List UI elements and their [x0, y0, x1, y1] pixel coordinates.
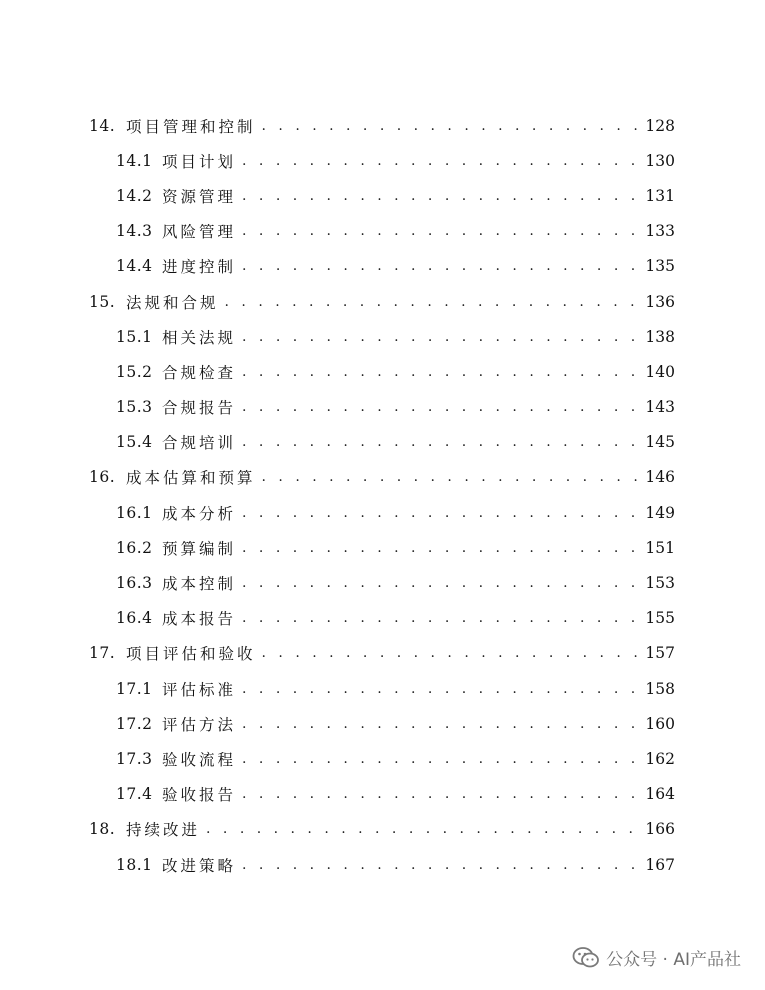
toc-entry-page-number: 138 — [645, 327, 675, 346]
toc-entry-title: 验收流程 — [162, 750, 237, 769]
toc-entry-page-number: 136 — [645, 292, 675, 311]
dot-leader — [262, 645, 641, 661]
wechat-icon — [572, 946, 600, 970]
toc-entry-number: 15.2 — [116, 362, 153, 381]
dot-leader — [242, 223, 641, 239]
toc-entry-page-number: 131 — [645, 186, 675, 205]
toc-entry-title: 预算编制 — [162, 539, 237, 558]
toc-entry-page-number: 135 — [645, 257, 675, 276]
toc-section-entry[interactable] — [0, 601, 765, 636]
dot-leader — [242, 364, 641, 380]
toc-entry-number: 16.1 — [116, 503, 153, 522]
toc-entry-page-number: 151 — [645, 538, 675, 557]
dot-leader — [242, 681, 641, 697]
toc-entry-page-number: 158 — [645, 679, 675, 698]
toc-section-entry[interactable] — [0, 214, 765, 249]
toc-entry-page-number: 157 — [645, 644, 675, 663]
toc-chapter-entry[interactable] — [0, 812, 765, 847]
toc-entry-number: 15. — [89, 292, 116, 311]
dot-leader — [242, 751, 641, 767]
dot-leader — [242, 329, 641, 345]
toc-section-entry[interactable] — [0, 671, 765, 706]
toc-entry-number: 16.2 — [116, 538, 153, 557]
toc-entry-number: 16.4 — [116, 609, 153, 628]
toc-entry-page-number: 140 — [645, 362, 675, 381]
toc-entry-page-number: 153 — [645, 574, 675, 593]
toc-entry-title: 项目管理和控制 — [126, 117, 256, 136]
toc-section-entry[interactable] — [0, 495, 765, 530]
toc-entry-page-number: 143 — [645, 398, 675, 417]
table-of-contents — [0, 108, 765, 882]
toc-entry-number: 17.3 — [116, 749, 153, 768]
toc-entry-title: 相关法规 — [162, 328, 237, 347]
toc-entry-title: 进度控制 — [162, 258, 237, 277]
toc-entry-number: 14.2 — [116, 186, 153, 205]
toc-entry-number: 14.4 — [116, 257, 153, 276]
toc-section-entry[interactable] — [0, 847, 765, 882]
toc-entry-title: 评估标准 — [162, 680, 237, 699]
toc-entry-title: 合规检查 — [162, 363, 237, 382]
toc-section-entry[interactable] — [0, 178, 765, 213]
toc-entry-number: 15.3 — [116, 398, 153, 417]
dot-leader — [262, 118, 641, 134]
toc-section-entry[interactable] — [0, 390, 765, 425]
toc-entry-number: 14.1 — [116, 151, 153, 170]
toc-entry-number: 17.1 — [116, 679, 153, 698]
dot-leader — [242, 188, 641, 204]
toc-entry-number: 15.4 — [116, 433, 153, 452]
dot-leader — [206, 821, 641, 837]
toc-section-entry[interactable] — [0, 249, 765, 284]
toc-entry-number: 18. — [89, 820, 116, 839]
dot-leader — [262, 469, 641, 485]
watermark — [572, 945, 741, 970]
toc-entry-page-number: 133 — [645, 222, 675, 241]
toc-entry-title: 改进策略 — [162, 856, 237, 875]
dot-leader — [242, 505, 641, 521]
dot-leader — [242, 540, 641, 556]
dot-leader — [242, 716, 641, 732]
toc-entry-number: 16.3 — [116, 574, 153, 593]
toc-entry-title: 法规和合规 — [126, 293, 219, 312]
toc-entry-title: 合规培训 — [162, 434, 237, 453]
toc-entry-title: 成本分析 — [162, 504, 237, 523]
toc-entry-page-number: 146 — [645, 468, 675, 487]
toc-entry-number: 17.2 — [116, 714, 153, 733]
dot-leader — [242, 575, 641, 591]
toc-entry-number: 17. — [89, 644, 116, 663]
toc-entry-title: 项目评估和验收 — [126, 645, 256, 664]
dot-leader — [242, 786, 641, 802]
toc-section-entry[interactable] — [0, 143, 765, 178]
toc-section-entry[interactable] — [0, 425, 765, 460]
toc-entry-number: 18.1 — [116, 855, 153, 874]
dot-leader — [242, 399, 641, 415]
toc-entry-page-number: 167 — [645, 855, 675, 874]
toc-entry-page-number: 164 — [645, 785, 675, 804]
toc-entry-number: 16. — [89, 468, 116, 487]
toc-entry-page-number: 149 — [645, 503, 675, 522]
watermark-text: 公众号 · AI产品社 — [606, 950, 741, 970]
toc-chapter-entry[interactable] — [0, 284, 765, 319]
toc-entry-page-number: 162 — [645, 749, 675, 768]
toc-section-entry[interactable] — [0, 741, 765, 776]
toc-entry-number: 14. — [89, 116, 116, 135]
dot-leader — [242, 258, 641, 274]
toc-chapter-entry[interactable] — [0, 636, 765, 671]
toc-chapter-entry[interactable] — [0, 460, 765, 495]
toc-entry-page-number: 160 — [645, 714, 675, 733]
toc-entry-page-number: 130 — [645, 151, 675, 170]
toc-section-entry[interactable] — [0, 565, 765, 600]
toc-entry-page-number: 155 — [645, 609, 675, 628]
dot-leader — [242, 610, 641, 626]
toc-section-entry[interactable] — [0, 530, 765, 565]
dot-leader — [242, 153, 641, 169]
toc-entry-title: 验收报告 — [162, 786, 237, 805]
toc-entry-title: 持续改进 — [126, 821, 201, 840]
toc-entry-page-number: 166 — [645, 820, 675, 839]
toc-entry-number: 15.1 — [116, 327, 153, 346]
toc-entry-title: 合规报告 — [162, 399, 237, 418]
toc-entry-title: 资源管理 — [162, 187, 237, 206]
toc-section-entry[interactable] — [0, 319, 765, 354]
toc-entry-page-number: 128 — [645, 116, 675, 135]
toc-entry-title: 成本估算和预算 — [126, 469, 256, 488]
toc-chapter-entry[interactable] — [0, 108, 765, 143]
toc-entry-title: 成本报告 — [162, 610, 237, 629]
toc-entry-page-number: 145 — [645, 433, 675, 452]
toc-entry-title: 成本控制 — [162, 575, 237, 594]
dot-leader — [242, 434, 641, 450]
toc-section-entry[interactable] — [0, 354, 765, 389]
toc-entry-title: 项目计划 — [162, 152, 237, 171]
toc-entry-title: 风险管理 — [162, 223, 237, 242]
toc-section-entry[interactable] — [0, 706, 765, 741]
toc-entry-title: 评估方法 — [162, 715, 237, 734]
dot-leader — [225, 294, 641, 310]
toc-entry-number: 17.4 — [116, 785, 153, 804]
dot-leader — [242, 857, 641, 873]
toc-section-entry[interactable] — [0, 777, 765, 812]
toc-entry-number: 14.3 — [116, 222, 153, 241]
